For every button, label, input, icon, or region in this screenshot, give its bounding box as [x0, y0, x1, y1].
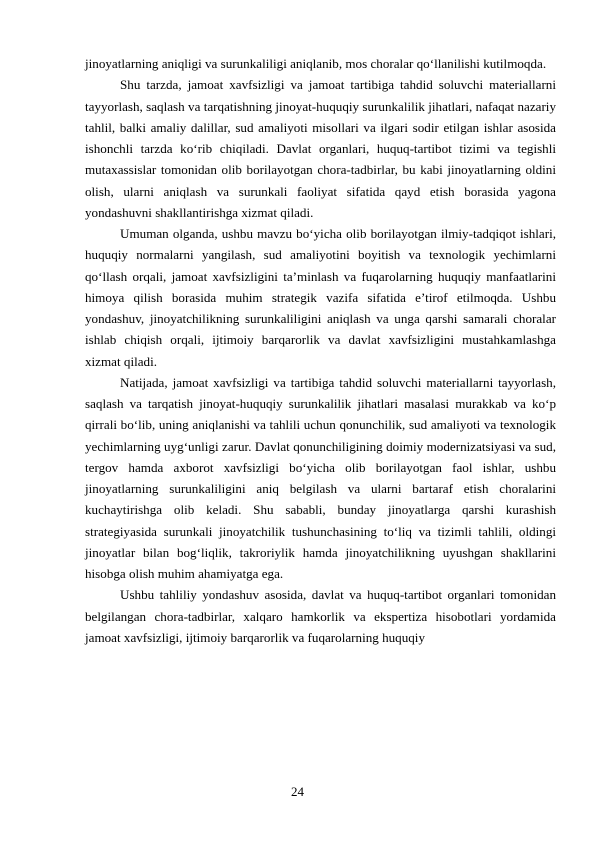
paragraph: Umuman olganda, ushbu mavzu bo‘yicha olib borilayotgan ilmiy-tadqiqot ishlari, huquqiy normalarni yangilash, sud amaliyotini boyitish va texnologik yechimlarni qo‘llash orqali, jamoat xavfsizligini ta’minlash va fuqarolarning huquqiy manfaatlarini himoya qilish borasida muhim strategik vazifa sifatida e’tirof etilmoqda. Ushbu yondashuv, jinoyatchilikning surunkaliligini aniqlash va unga qarshi samarali choralar ishlab chiqish orqali, ijtimoiy barqarorlik va davlat xavfsizligini mustahkamlashga xizmat qiladi. [85, 226, 556, 369]
paragraph: Ushbu tahliliy yondashuv asosida, davlat va huquq-tartibot organlari tomonidan belgilangan chora-tadbirlar, xalqaro hamkorlik va ekspertiza hisobotlari yordamida jamoat xavfsizligi, ijtimoiy barqarorlik va fuqarolarning huquqiy [85, 587, 556, 645]
paragraph: Natijada, jamoat xavfsizligi va tartibiga tahdid soluvchi materiallarni tayyorlash, saqlash va tarqatish jinoyat-huquqiy surunkalilik jihatlari masalasi murakkab va ko‘p qirrali bo‘lib, uning aniqlanishi va tahlili uchun qonunchilik, sud amaliyoti va texnologik yechimlarning uyg‘unligi zarur. Davlat qonunchiligining doimiy modernizatsiyasi va sud, tergov hamda axborot xavfsizligi bo‘yicha olib borilayotgan faol ishlar, ushbu jinoyatlarning surunkaliligini aniq belgilash va ularni bartaraf etish choralarini kuchaytirishga olib keladi. Shu sababli, bunday jinoyatlarga qarshi kurashish strategiyasida surunkali jinoyatchilik tushunchasining to‘liq va tizimli tahlili, oldingi jinoyatlar bilan bog‘liqlik, takroriylik hamda jinoyatchilikning uyushgan shakllarini hisobga olish muhim ahamiyatga ega. [85, 374, 556, 581]
page-number: 24 [291, 784, 304, 799]
paragraph-continuation: jinoyatlarning aniqligi va surunkaliligi aniqlanib, mos choralar qo‘llanilishi kutilmoqda. [85, 56, 547, 71]
document-body [85, 53, 556, 648]
paragraph: Shu tarzda, jamoat xavfsizligi va jamoat tartibiga tahdid soluvchi materiallarni tayyorlash, saqlash va tarqatishning jinoyat-huquqiy surunkalilik jihatlari, nafaqat nazariy tahlil, balki amaliy dalillar, sud amaliyoti misollari va ilgari sodir etilgan ishlar asosida ishonchli tarzda ko‘rib chiqiladi. Davlat organlari, huquq-tartibot tizimi va tegishli mutaxassislar tomonidan olib borilayotgan chora-tadbirlar, bu kabi jinoyatlarning oldini olish, ularni aniqlash va surunkali faoliyat sifatida qayd etish borasida yagona yondashuvni shakllantirishga xizmat qiladi. [85, 77, 556, 220]
